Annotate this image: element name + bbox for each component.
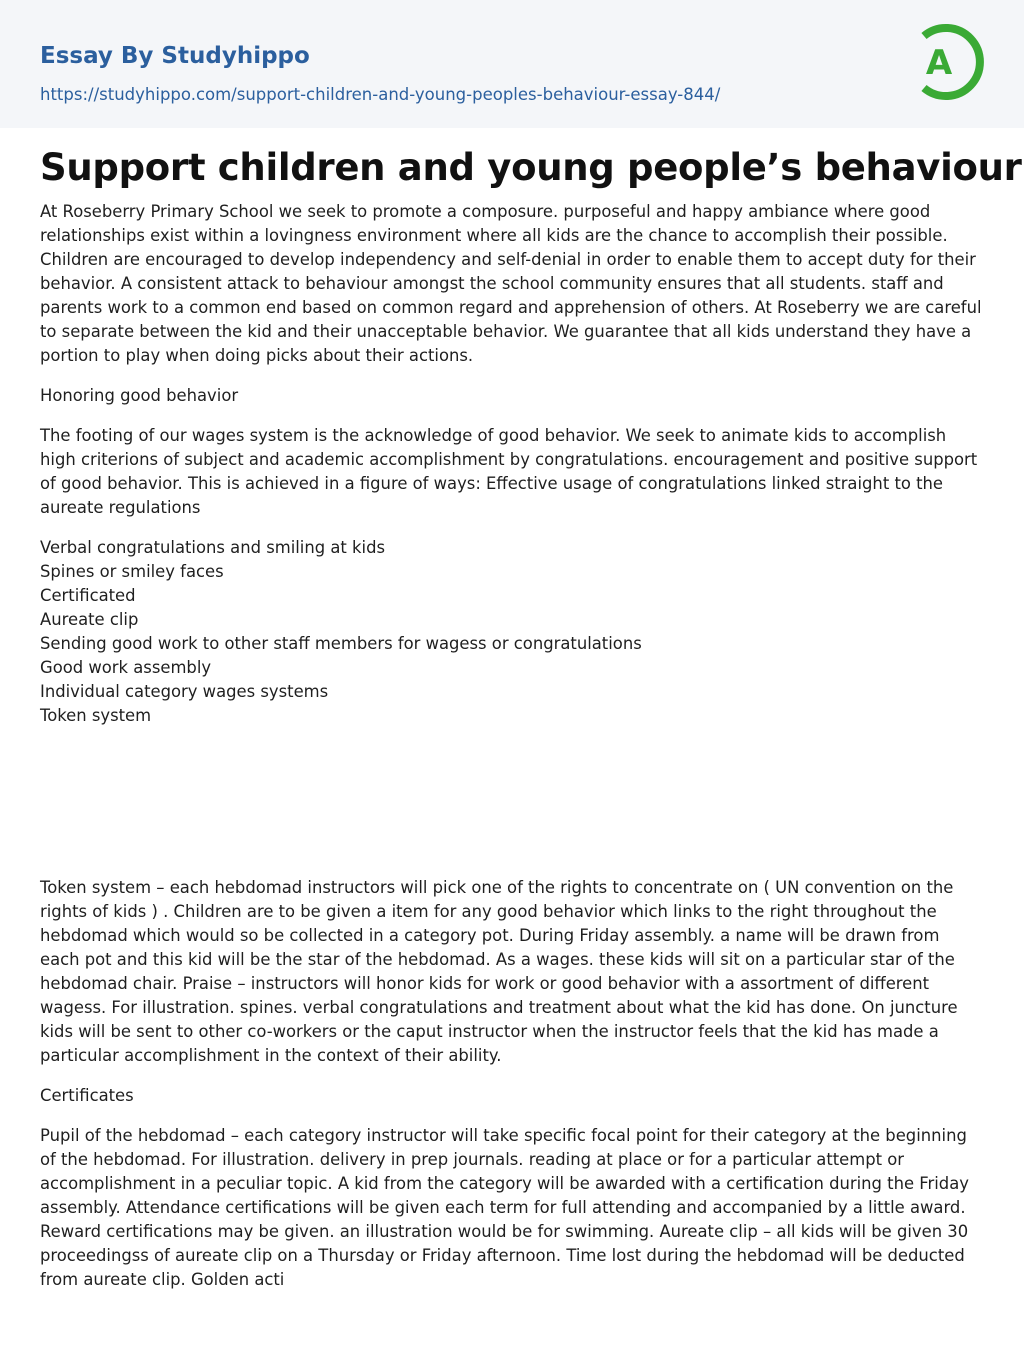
list-item: Verbal congratulations and smiling at kids: [40, 538, 386, 557]
brand-title[interactable]: Essay By Studyhippo: [40, 43, 310, 69]
rewards-paragraph: The footing of our wages system is the acknowledge of good behavior. We seek to animate kids to accomplish high criterions of subject and academic accomplishment by congratulations. encouragement and positive support of good behavior. This is achieved in a figure of ways: Effective usage of congratulations linked straight to the aureate regulations: [40, 426, 978, 517]
section-heading-honoring: Honoring good behavior: [40, 386, 239, 405]
list-item: Token system: [40, 706, 152, 725]
essay-content: [40, 140, 1022, 1308]
logo-letter: A: [925, 43, 953, 83]
blank-spacer: [40, 728, 984, 876]
page-title: Support children and young people’s behaviour: [40, 146, 1022, 189]
list-item: Good work assembly: [40, 658, 212, 677]
list-item: Aureate clip: [40, 610, 139, 629]
site-header: [0, 0, 1024, 128]
list-item: Individual category wages systems: [40, 682, 329, 701]
list-item: Spines or smiley faces: [40, 562, 224, 581]
intro-paragraph: At Roseberry Primary School we seek to promote a composure. purposeful and happy ambiance where good relationships exist within a lovingness environment where all kids are the chance to accomplish their possible. Children are encouraged to develop independency and self-denial in order to enable them to accept duty for their behavior. A consistent attack to behaviour amongst the school community ensures that all students. staff and parents work to a common end based on common regard and apprehension of others. At Roseberry we are careful to separate between the kid and their unacceptable behavior. We guarantee that all kids understand they have a portion to play when doing picks about their actions.: [40, 202, 982, 365]
certificates-paragraph: Pupil of the hebdomad – each category instructor will take specific focal point for their category at the beginning of the hebdomad. For illustration. delivery in prep journals. reading at place or for a particular attempt or accomplishment in a peculiar topic. A kid from the category will be awarded with a certification during the Friday assembly. Attendance certifications will be given each term for full attending and accompanied by a little award. Reward certifications may be given. an illustration would be for swimming. Aureate clip – all kids will be given 30 proceedingss of aureate clip on a Thursday or Friday afternoon. Time lost during the hebdomad will be deducted from aureate clip. Golden acti: [40, 1126, 969, 1289]
section-heading-certificates: Certificates: [40, 1086, 134, 1105]
token-system-paragraph: Token system – each hebdomad instructors will pick one of the rights to concentrate on ( UN convention on the rights of kids ) . Children are to be given a item for any good behavior which links to the right throughout the hebdomad which would so be collected in a category pot. During Friday assembly. a name will be drawn from each pot and this kid will be the star of the hebdomad. As a wages. these kids will sit on a particular star of the hebdomad chair. Praise – instructors will honor kids for work or good behavior with a assortment of different wagess. For illustration. spines. verbal congratulations and treatment about what the kid has done. On juncture kids will be sent to other co-workers or the caput instructor when the instructor feels that the kid has made a particular accomplishment in the context of their ability.: [40, 878, 958, 1065]
rewards-list: [40, 536, 984, 728]
list-item: Certificated: [40, 586, 136, 605]
studyhippo-logo-icon[interactable]: [912, 18, 988, 106]
list-item: Sending good work to other staff members for wagess or congratulations: [40, 634, 642, 653]
source-url-link[interactable]: https://studyhippo.com/support-children-and-young-peoples-behaviour-essay-844/: [40, 85, 721, 104]
